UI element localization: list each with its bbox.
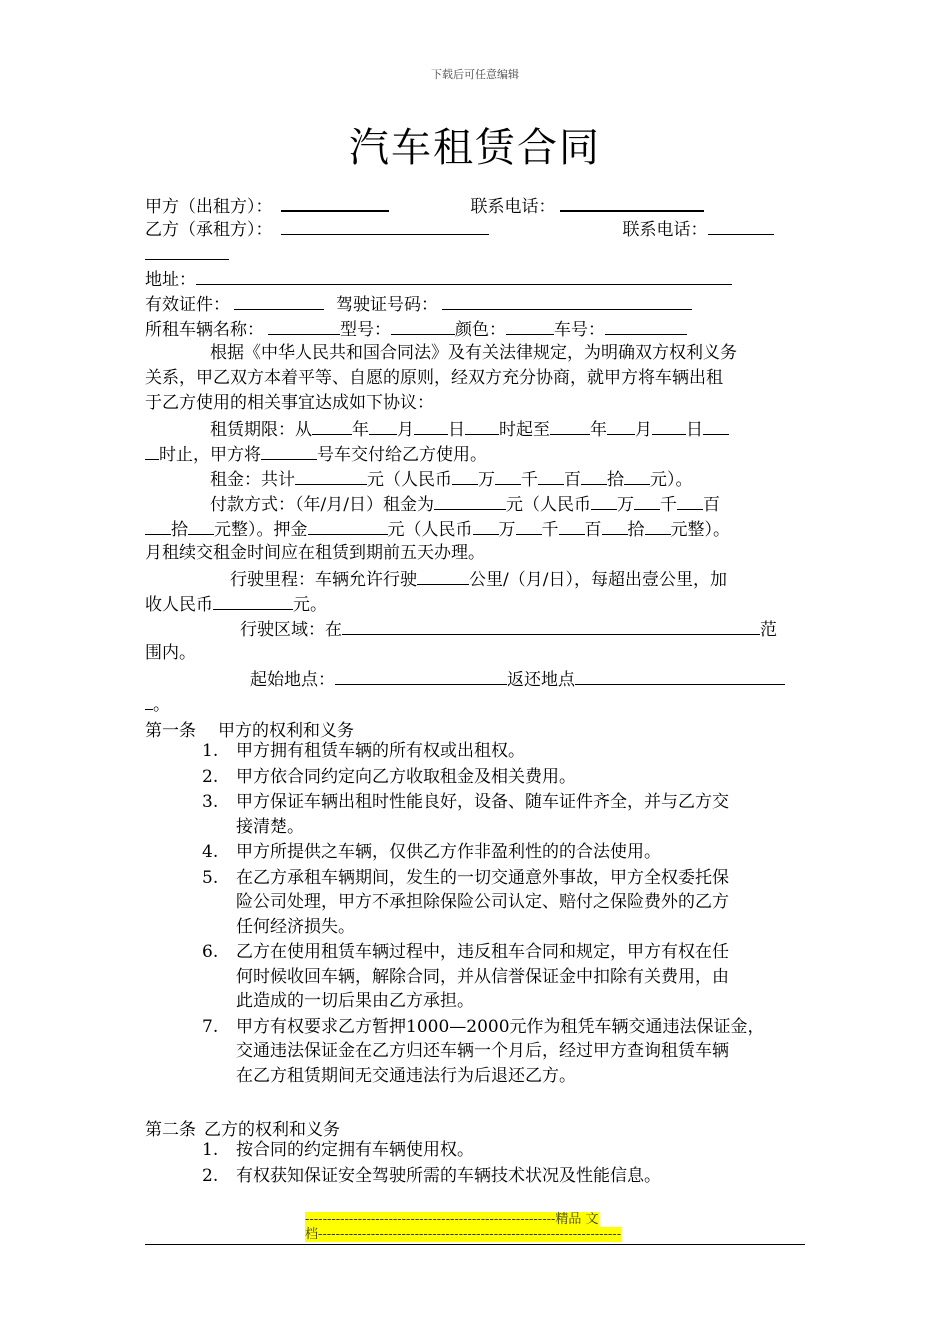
party-b-phone-field[interactable] [708,217,774,235]
article-1-item-number: 4. [202,842,219,862]
article-1-item-text: 甲方有权要求乙方暂押1000—2000元作为租凭车辆交通违法保证金， [236,1016,765,1037]
hour-from-text: 时起至 [499,420,550,440]
mileage-fee-label: 收人民币 [145,595,213,615]
vehicle-row [145,317,687,341]
bai-text-2: 百 [702,495,720,515]
qian-text-2: 千 [659,495,677,515]
rent-row [210,467,693,491]
article-1-item-number: 7. [202,1016,219,1037]
payment-row [210,492,720,516]
article-1-item-text: 险公司处理，甲方不承担除保险公司认定、赔付之保险费外的乙方 [236,892,729,912]
footer-line-2: 档--------------------------------------------------------------------- [305,1227,622,1242]
article-1-item-text: 此造成的一切后果由乙方承担。 [236,991,474,1011]
rent-yuan-field[interactable] [624,467,650,485]
intro-line-2: 关系，甲乙双方本着平等、自愿的原则，经双方充分协商，就甲方将车辆出租 [145,368,723,388]
payment-row-2 [145,517,730,541]
article-1-item-number: 3. [202,792,219,812]
license-label: 驾驶证号码： [336,295,438,315]
article-2-item-number: 1. [202,1140,219,1160]
party-a-field[interactable] [281,193,389,212]
payment-amount-field[interactable] [434,492,506,510]
lease-period-row-2 [145,442,487,466]
rent-wan-field[interactable] [452,467,478,485]
party-b-phone-label: 联系电话： [622,220,708,240]
start-hour-field[interactable] [465,417,499,435]
vehicle-number-field[interactable] [261,442,317,460]
end-year-field[interactable] [550,417,590,435]
mileage-label: 行驶里程：车辆允许行驶 [230,570,417,590]
footer-line-1: ---------------------------------------------------------精品 文 [305,1212,599,1227]
article-1-item-text: 乙方在使用租赁车辆过程中，违反租车合同和规定，甲方有权在任 [236,942,729,962]
deposit-bai-field[interactable] [559,517,585,535]
article-1-number: 第一条 [145,721,196,741]
address-label: 地址： [145,270,196,290]
deposit-rmb-text: 元（人民币 [387,520,473,540]
payment-rmb-text: 元（人民币 [505,495,591,515]
payment-shi-field[interactable] [145,517,171,535]
article-1-item-number: 2. [202,766,219,787]
deposit-qian-field[interactable] [516,517,542,535]
location-row [250,667,785,691]
article-1-item-number: 1. [202,741,219,761]
lease-period-row [210,417,729,441]
article-2-heading [145,1115,340,1140]
area-field[interactable] [342,617,760,635]
address-row [145,267,732,291]
address-field[interactable] [196,267,732,285]
shi-text-3: 拾 [627,520,645,540]
start-location-field[interactable] [335,667,507,685]
year-text: 年 [352,420,369,440]
start-day-field[interactable] [414,417,448,435]
article-1-item-number: 6. [202,942,219,962]
month-text-2: 月 [635,420,652,440]
party-a-row [145,193,704,218]
return-location-label: 返还地点 [507,670,575,690]
vehicle-name-field[interactable] [268,317,340,335]
rent-amount-field[interactable] [295,467,367,485]
payment-qian-field[interactable] [634,492,660,510]
article-1-item-text: 在乙方租赁期间无交通违法行为后退还乙方。 [236,1065,576,1086]
qian-text-3: 千 [541,520,559,540]
color-label: 颜色： [455,320,506,340]
article-2-item-text: 有权获知保证安全驾驶所需的车辆技术状况及性能信息。 [236,1165,661,1186]
area-row [240,617,777,641]
footer-watermark [305,1212,647,1242]
deposit-shi-field[interactable] [602,517,628,535]
deposit-wan-field[interactable] [473,517,499,535]
footer-divider [145,1244,805,1245]
bai-text: 百 [564,470,581,490]
article-1-item-text: 任何经济损失。 [236,916,355,937]
model-field[interactable] [391,317,455,335]
deposit-end-text: 元整）。 [670,520,730,540]
article-1-item-text: 在乙方承租车辆期间，发生的一切交通意外事故，甲方全权委托保 [236,867,729,888]
article-1-item-text: 甲方所提供之车辆，仅供乙方作非盈利性的的合法使用。 [236,842,661,862]
article-1-item-text: 何时候收回车辆，解除合同，并从信誉保证金中扣除有关费用，由 [236,966,729,987]
license-field[interactable] [442,292,692,310]
intro-line-1: 根据《中华人民共和国合同法》及有关法律规定，为明确双方权利义务 [210,343,737,363]
id-field[interactable] [234,292,324,310]
payment-wan-field[interactable] [591,492,617,510]
end-hour-field[interactable] [703,417,729,435]
return-location-field[interactable] [575,667,785,685]
article-2-number: 第二条 [145,1120,196,1140]
area-end: 围内。 [145,643,196,663]
article-1-item-text: 甲方依合同约定向乙方收取租金及相关费用。 [236,766,576,787]
wan-text-3: 万 [498,520,516,540]
rent-bai-field[interactable] [538,467,564,485]
plate-label: 车号： [554,320,605,340]
location-row-2 [145,692,170,716]
article-2-title: 乙方的权利和义务 [204,1120,340,1140]
yuan-end-text: 元。 [293,595,327,615]
article-1-item-text: 接清楚。 [236,816,304,837]
bai-text-3: 百 [584,520,602,540]
year-text-2: 年 [590,420,607,440]
return-end-text: 。 [153,695,170,715]
article-2-item-text: 按合同的约定拥有车辆使用权。 [236,1140,474,1160]
yuan-close-text: 元）。 [650,470,693,490]
article-1-heading [145,716,354,741]
mileage-row [230,567,727,591]
qian-text: 千 [521,470,538,490]
plate-field[interactable] [605,317,687,335]
party-b-phone-field-cont[interactable] [145,242,229,260]
deposit-yuan-field[interactable] [645,517,671,535]
party-b-field[interactable] [281,217,489,235]
return-location-field-cont[interactable] [145,692,153,710]
lease-period-label: 租赁期限：从 [210,420,312,440]
party-b-phone-continued [145,242,229,266]
party-a-phone-label: 联系电话： [470,197,556,217]
intro-line-3: 于乙方使用的相关事宜达成如下协议： [145,393,434,413]
rent-qian-field[interactable] [495,467,521,485]
id-label: 有效证件： [145,295,230,315]
rent-label: 租金：共计 [210,470,295,490]
mileage-row-2 [145,592,327,616]
end-day-field[interactable] [652,417,686,435]
wan-text: 万 [478,470,495,490]
payment-label: 付款方式：（年/月/日）租金为 [210,495,434,515]
rent-rmb-text: 元（人民币 [367,470,452,490]
start-year-field[interactable] [312,417,352,435]
header-note: 下载后可任意编辑 [431,68,519,81]
day-text: 日 [448,420,465,440]
model-label: 型号： [340,320,391,340]
mileage-fee-field[interactable] [213,592,293,610]
mileage-unit-text: 公里/（月/日），每超出壹公里，加 [469,570,727,590]
payment-bai-field[interactable] [677,492,703,510]
id-row [145,292,692,316]
article-2-item-number: 2. [202,1165,219,1186]
monthly-note: 月租续交租金时间应在租赁到期前五天办理。 [145,543,485,563]
party-a-phone-field[interactable] [560,193,704,212]
deposit-amount-field[interactable] [308,517,388,535]
end-hour-field-cont[interactable] [145,442,159,460]
hour-to-text: 时止，甲方将 [159,445,261,465]
article-1-item-text: 甲方保证车辆出租时性能良好，设备、随车证件齐全，并与乙方交 [236,792,729,812]
end-month-field[interactable] [607,417,635,435]
party-b-row [145,217,774,241]
deposit-label: 元整）。押金 [214,520,308,540]
document-title: 汽车租赁合同 [349,125,601,171]
area-range-text: 范 [760,620,777,640]
shi-text: 拾 [607,470,624,490]
handover-text: 号车交付给乙方使用。 [317,445,487,465]
vehicle-label: 所租车辆名称： [145,320,264,340]
party-b-label: 乙方（承租方）： [145,220,273,240]
payment-yuan-field[interactable] [188,517,214,535]
start-month-field[interactable] [369,417,397,435]
start-location-label: 起始地点： [250,670,335,690]
shi-text-2: 拾 [171,520,188,540]
day-text-2: 日 [686,420,703,440]
article-1-item-text: 交通违法保证金在乙方归还车辆一个月后，经过甲方查询租赁车辆 [236,1041,729,1061]
wan-text-2: 万 [616,495,634,515]
mileage-field[interactable] [417,567,469,585]
article-1-title: 甲方的权利和义务 [218,721,354,741]
party-a-label: 甲方（出租方）： [145,197,273,217]
article-1-item-text: 甲方拥有租赁车辆的所有权或出租权。 [236,741,525,761]
article-1-item-number: 5. [202,867,219,888]
color-field[interactable] [506,317,554,335]
rent-shi-field[interactable] [581,467,607,485]
area-label: 行驶区域：在 [240,620,342,640]
month-text: 月 [397,420,414,440]
